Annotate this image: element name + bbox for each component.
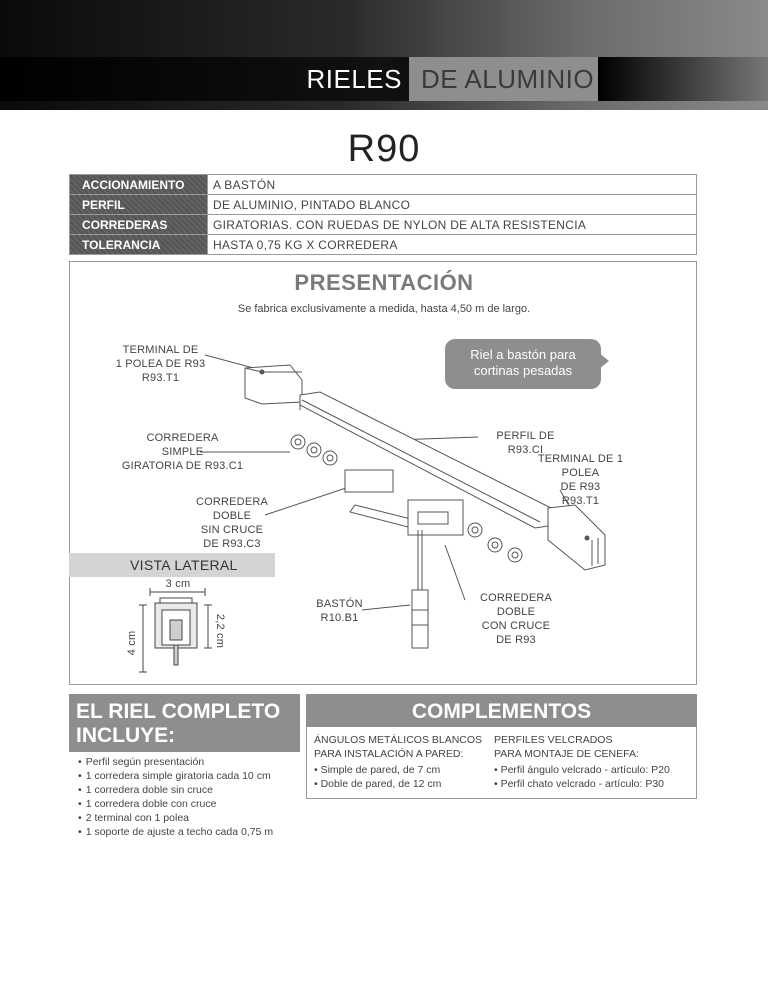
spec-key: ACCIONAMIENTO	[70, 175, 208, 195]
label-line: CON CRUCE	[481, 620, 551, 632]
presentation-title: PRESENTACIÓN	[294, 270, 474, 295]
spec-value: A BASTÓN	[208, 175, 697, 195]
label-line: BASTÓN	[316, 598, 363, 610]
list-item: • Doble de pared, de 12 cm	[314, 777, 482, 791]
riel-completo-title-line: EL RIEL COMPLETO	[76, 700, 281, 723]
label-line: DE R93	[560, 481, 601, 493]
label-line: TERMINAL DE 1 POLEA	[537, 453, 624, 479]
label-line: SIN CRUCE	[200, 524, 264, 536]
title-de-aluminio: DE ALUMINIO	[409, 57, 598, 101]
list-item: • Perfil ángulo velcrado - artículo: P20	[494, 763, 670, 777]
label-line: R93.T1	[141, 372, 180, 384]
label-line: R93.T1	[561, 495, 600, 507]
spec-value: DE ALUMINIO, PINTADO BLANCO	[208, 195, 697, 215]
label-line: DE R93	[496, 634, 536, 646]
riel-completo-title-line: INCLUYE:	[76, 724, 176, 747]
label-line: SIMPLE	[161, 446, 204, 458]
complementos-col-1	[314, 733, 482, 791]
label-line: PERFIL DE R93.CI	[496, 430, 555, 456]
spec-key: CORREDERAS	[70, 215, 208, 235]
spec-value: GIRATORIAS. CON RUEDAS DE NYLON DE ALTA RESISTENCIA	[208, 215, 697, 235]
list-item: • 1 corredera doble con cruce	[78, 797, 273, 811]
vista-lateral-title: VISTA LATERAL	[69, 553, 275, 577]
spec-key: TOLERANCIA	[70, 235, 208, 255]
bubble-line: Riel a bastón para	[470, 347, 576, 362]
complementos-title: COMPLEMENTOS	[306, 694, 697, 727]
spec-key: PERFIL	[70, 195, 208, 215]
bubble-line: cortinas pesadas	[473, 363, 573, 378]
presentation-subtitle: Se fabrica exclusivamente a medida, hasta 4,50 m de largo.	[237, 303, 531, 315]
label-line: 1 POLEA DE R93	[115, 358, 206, 370]
side-view-height-outer: 4 cm	[126, 630, 138, 656]
list-item: • Perfil chato velcrado - artículo: P30	[494, 777, 670, 791]
label-line: CORREDERA DOBLE	[195, 496, 269, 522]
label-line: DE R93.C3	[203, 538, 261, 550]
list-item: • 1 corredera simple giratoria cada 10 cm	[78, 769, 273, 783]
complementos-col-2	[494, 733, 670, 791]
side-view-width: 3 cm	[165, 578, 191, 590]
label-line: CORREDERA	[146, 432, 219, 444]
list-item: • 1 soporte de ajuste a techo cada 0,75 m	[78, 825, 273, 839]
col-heading: PARA MONTAJE DE CENEFA:	[494, 748, 639, 760]
list-item: • Simple de pared, de 7 cm	[314, 763, 482, 777]
list-item: • 1 corredera doble sin cruce	[78, 783, 273, 797]
model-title: R90	[347, 128, 421, 170]
label-line: R10.B1	[320, 612, 359, 624]
riel-completo-title	[69, 694, 300, 752]
label-line: GIRATORIA DE R93.C1	[121, 460, 244, 472]
col-heading: PERFILES VELCRADOS	[494, 734, 613, 746]
label-line: CORREDERA DOBLE	[479, 592, 553, 618]
riel-completo-list	[78, 755, 273, 839]
col-heading: ÁNGULOS METÁLICOS BLANCOS	[314, 734, 483, 746]
side-view-height-inner: 2,2 cm	[214, 613, 226, 649]
spec-value: HASTA 0,75 KG X CORREDERA	[208, 235, 697, 255]
col-heading: PARA INSTALACIÓN A PARED:	[314, 748, 464, 760]
title-rieles-manuales: RIELES MANUALES	[254, 64, 402, 138]
list-item: • Perfil según presentación	[78, 755, 273, 769]
label-line: TERMINAL DE	[122, 344, 199, 356]
list-item: • 2 terminal con 1 polea	[78, 811, 273, 825]
